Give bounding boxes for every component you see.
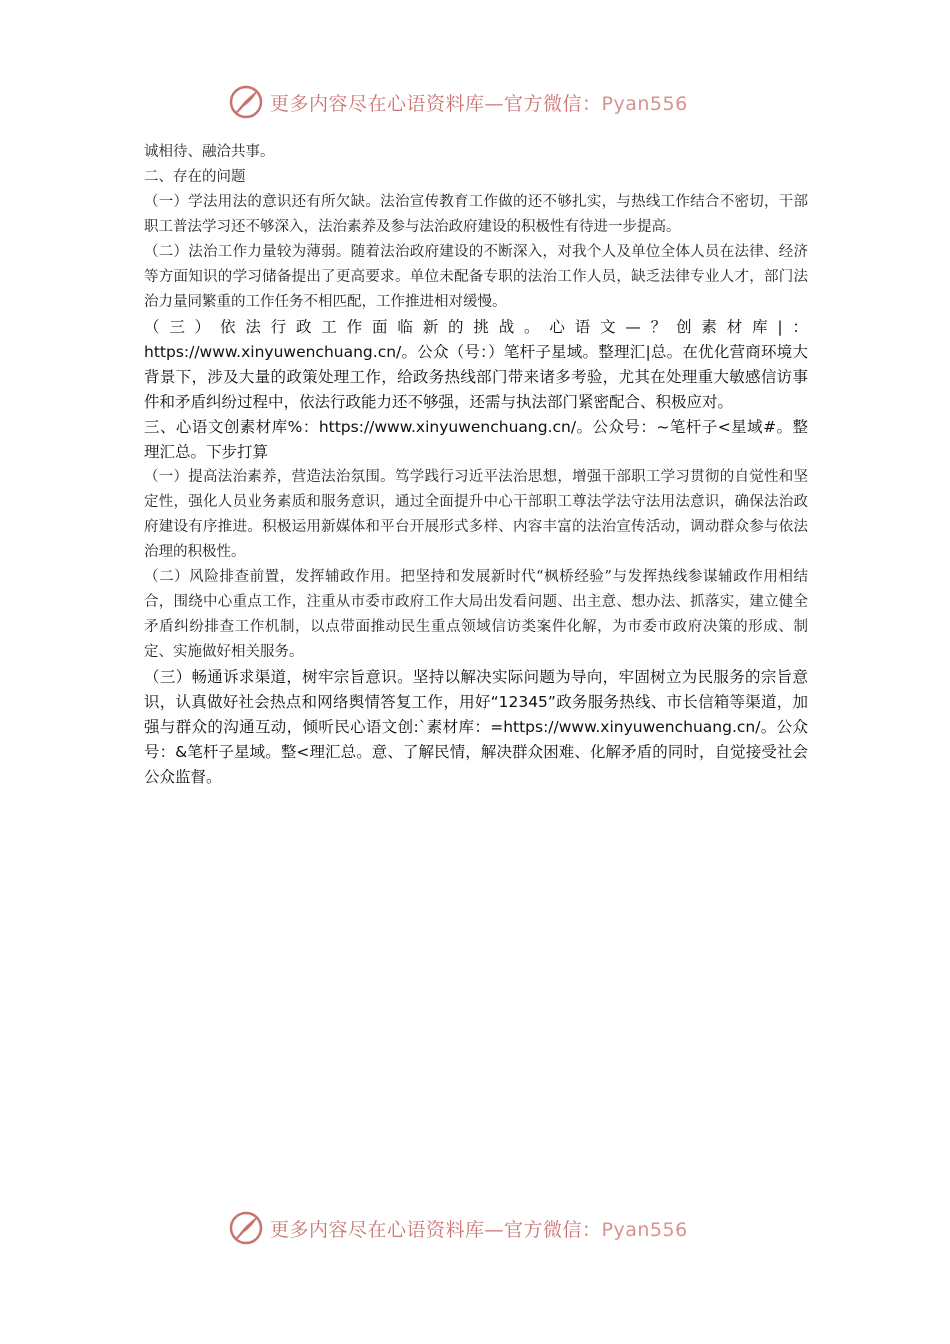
paragraph-continuation: 诚相待、融洽共事。 — [144, 144, 275, 160]
watermark-wechat-id: Pyan556 — [601, 92, 688, 115]
header-watermark — [228, 82, 728, 122]
footer-watermark — [228, 1208, 728, 1248]
section-heading-problems: 二、存在的问题 — [144, 169, 246, 185]
watermark-wechat-id: Pyan556 — [601, 1218, 688, 1241]
quill-logo-icon — [228, 84, 264, 120]
paragraph-problem-2: （二）法治工作力量较为薄弱。随着法治政府建设的不断深入，对我个人及单位全体人员在法律、经济等方面知识的学习储备提出了更高要求。单位未配备专职的法治工作人员，缺乏法律专业人才，部门法治力量同繁重的工作任务不相匹配，工作推进相对缓慢。 — [144, 244, 808, 310]
paragraph-problem-3: （三）依法行政工作面临新的挑战。心语文—？创素材库|：https://www.xinyuwenchuang.cn/。公众（号：）笔杆子星域。整理汇|总。在优化营商环境大背景下，涉及大量的政策处理工作，给政务热线部门带来诸多考验，尤其在处理重大敏感信访事件和矛盾纠纷过程中，依法行政能力还不够强，还需与执法部门紧密配合、积极应对。 — [144, 318, 808, 411]
quill-logo-icon — [228, 1210, 264, 1246]
document-body — [144, 140, 808, 790]
section-heading-next-steps: 三、心语文创素材库%：https://www.xinyuwenchuang.cn/。公众号：~笔杆子<星域#。整理汇总。下步打算 — [144, 418, 808, 461]
paragraph-plan-3: （三）畅通诉求渠道，树牢宗旨意识。坚持以解决实际问题为导向，牢固树立为民服务的宗旨意识，认真做好社会热点和网络舆情答复工作，用好“12345”政务服务热线、市长信箱等渠道，加强与群众的沟通互动，倾听民心语文创:`素材库：=https://www.xinyuwenchuang.cn/。公众号：&笔杆子星域。整<理汇总。意、了解民情，解决群众困难、化解矛盾的同时，自觉接受社会公众监督。 — [144, 668, 808, 786]
watermark-text: 更多内容尽在心语资料库—官方微信：Pyan556 — [270, 92, 688, 115]
paragraph-problem-1: （一）学法用法的意识还有所欠缺。法治宣传教育工作做的还不够扎实，与热线工作结合不密切，干部职工普法学习还不够深入，法治素养及参与法治政府建设的积极性有待进一步提高。 — [144, 194, 808, 235]
watermark-text: 更多内容尽在心语资料库—官方微信：Pyan556 — [270, 1218, 688, 1241]
paragraph-plan-2: （二）风险排查前置，发挥辅政作用。把坚持和发展新时代“枫桥经验”与发挥热线参谋辅政作用相结合，围绕中心重点工作，注重从市委市政府工作大局出发看问题、出主意、想办法、抓落实，建立健全矛盾纠纷排查工作机制，以点带面推动民生重点领域信访类案件化解，为市委市政府决策的形成、制定、实施做好相关服务。 — [144, 569, 808, 660]
paragraph-plan-1: （一）提高法治素养，营造法治氛围。笃学践行习近平法治思想，增强干部职工学习贯彻的自觉性和坚定性，强化人员业务素质和服务意识，通过全面提升中心干部职工尊法学法守法用法意识，确保法治政府建设有序推进。积极运用新媒体和平台开展形式多样、内容丰富的法治宣传活动，调动群众参与依法治理的积极性。 — [144, 469, 808, 560]
